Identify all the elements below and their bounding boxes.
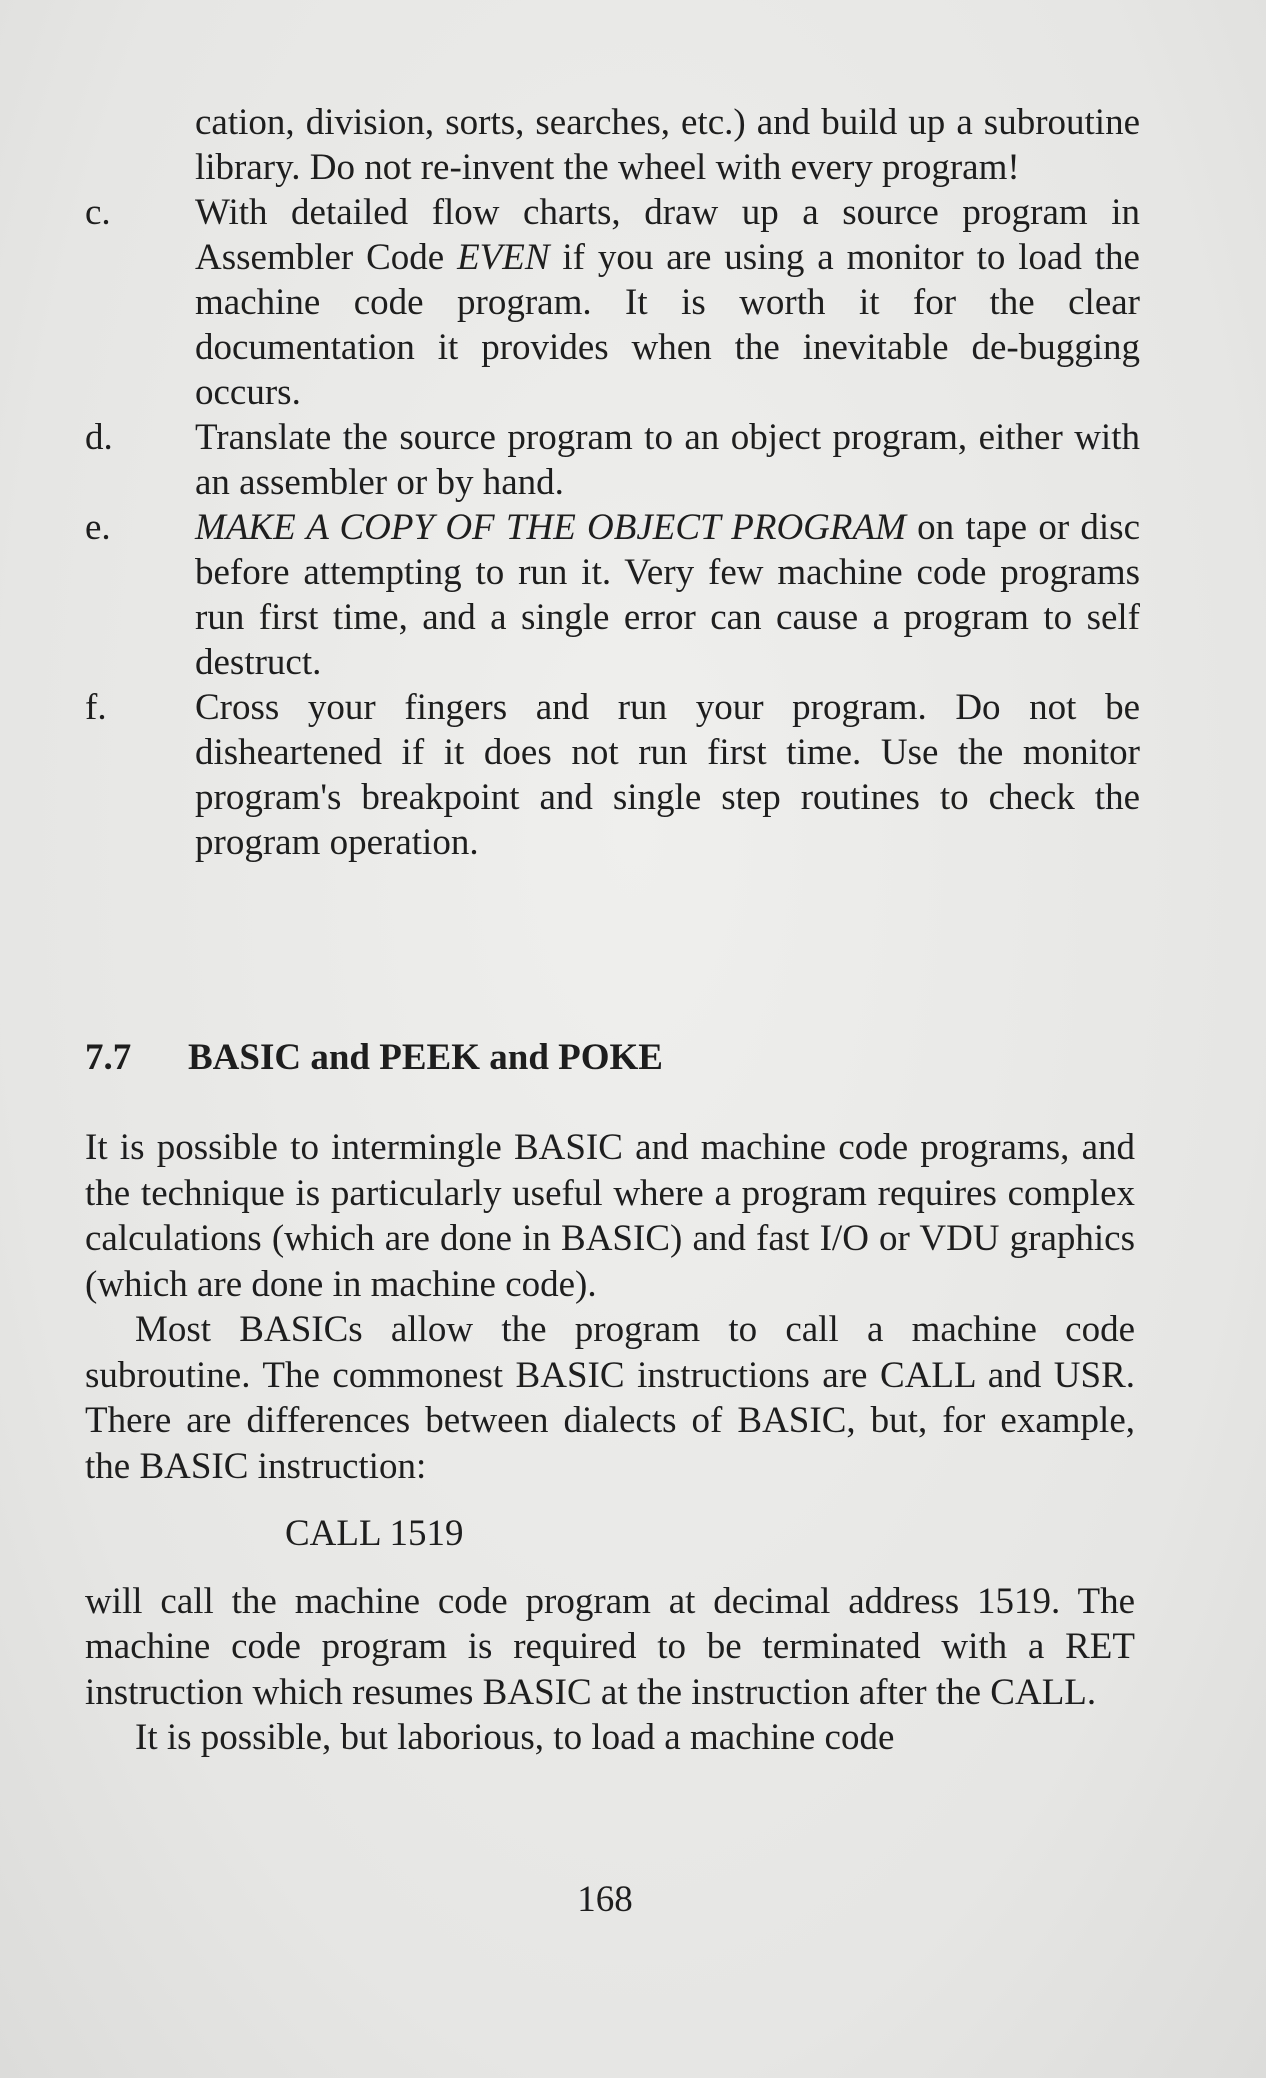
item-text-before: Translate the source program to an object program, either with an assembler or by hand. xyxy=(195,417,1140,503)
paragraph-1: It is possible to intermingle BASIC and machine code programs, and the technique is particularly useful where a program requires complex calculations (which are done in BASIC) and fast I/O or VDU graphics (which are done in machine code). xyxy=(85,1127,1135,1305)
list-marker: d. xyxy=(85,417,113,458)
page-number: 168 xyxy=(577,1879,633,1920)
item-emphasis: EVEN xyxy=(457,237,550,278)
item-text-before: Cross your fingers and run your program. Do not be disheartened if it does not run first time. Use the monitor program's breakpoint and single step routines to check the program operation. xyxy=(195,687,1140,863)
list-item-c xyxy=(85,190,1140,415)
list-item-d xyxy=(85,415,1140,505)
list-marker: c. xyxy=(85,192,111,233)
paragraph-2: Most BASICs allow the program to call a machine code subroutine. The commonest BASIC instructions are CALL and USR. There are differences between dialects of BASIC, but, for example, the BASIC instruction: xyxy=(85,1309,1135,1487)
paragraph-3: will call the machine code program at decimal address 1519. The machine code program is required to be terminated with a RET instruction which resumes BASIC at the instruction after the CALL. xyxy=(85,1580,1135,1713)
list-item-text xyxy=(195,415,1140,505)
list-marker: f. xyxy=(85,687,107,728)
procedure-list xyxy=(85,100,1140,865)
list-item-text xyxy=(195,505,1140,685)
item-text-after: on tape or disc before attempting to run it. Very few machine code programs run first time, and a single error can cause a program to self destruct. xyxy=(195,507,1140,683)
code-example: CALL 1519 xyxy=(285,1513,464,1554)
list-continuation xyxy=(85,100,1140,190)
list-item-text xyxy=(195,190,1140,415)
continuation-text: cation, division, sorts, searches, etc.) and build up a subroutine library. Do not re-invent the wheel with every program! xyxy=(195,102,1140,188)
item-text-before: With detailed flow charts, draw up a source program in Assembler Code xyxy=(195,192,1140,278)
list-item-e xyxy=(85,505,1140,685)
section-body xyxy=(85,1125,1135,1761)
item-emphasis: MAKE A COPY OF THE OBJECT PROGRAM xyxy=(195,507,906,548)
list-item-f xyxy=(85,685,1140,865)
section-title: BASIC and PEEK and POKE xyxy=(188,1037,663,1078)
section-heading xyxy=(85,1035,663,1080)
item-text-after: if you are using a monitor to load the machine code program. It is worth it for the clear documentation it provides when the inevitable de-bugging occurs. xyxy=(195,237,1140,413)
section-number: 7.7 xyxy=(85,1037,132,1078)
list-marker: e. xyxy=(85,507,111,548)
list-item-text xyxy=(195,685,1140,865)
paragraph-4: It is possible, but laborious, to load a machine code xyxy=(135,1717,895,1758)
list-marker-empty xyxy=(85,100,195,190)
